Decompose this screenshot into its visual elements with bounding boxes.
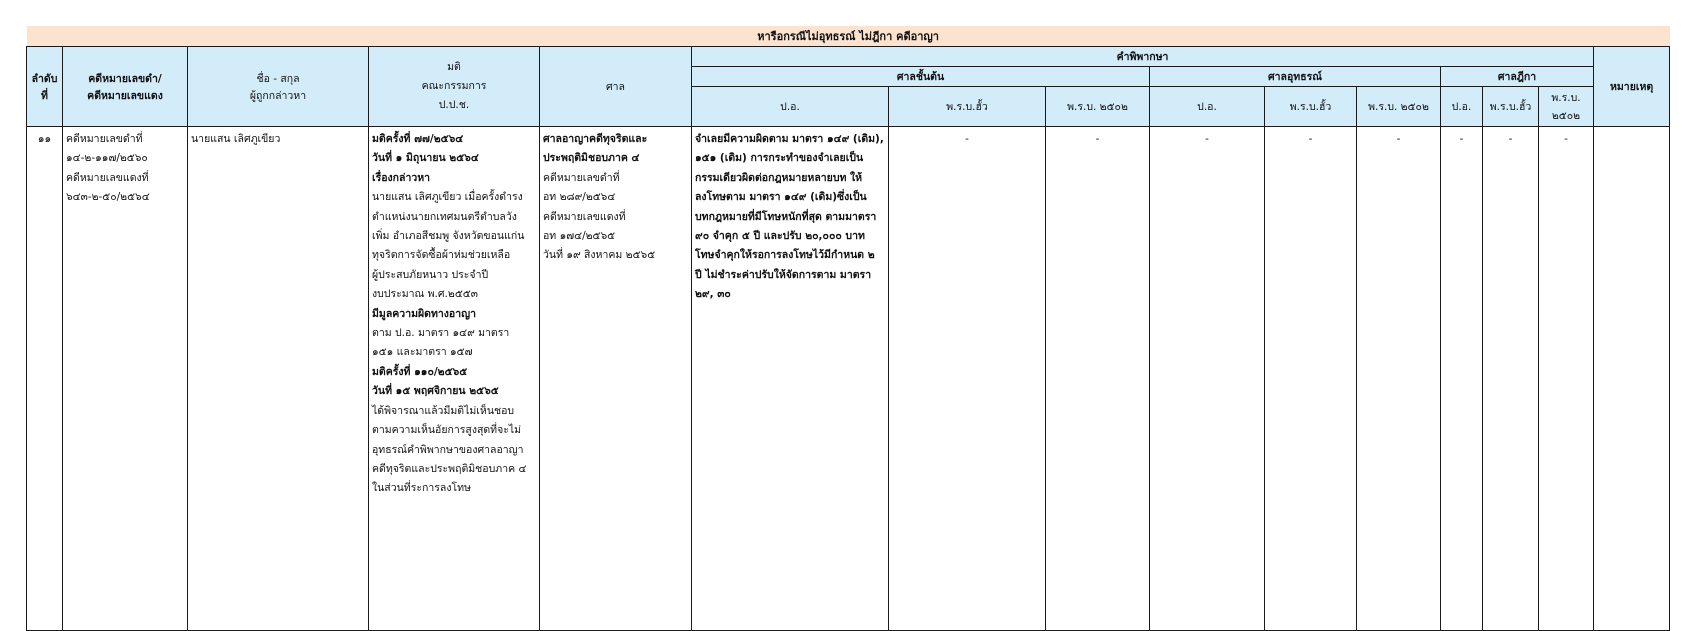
cell-appeal-2502[interactable]: -	[1357, 127, 1441, 631]
header-court-first: ศาลชั้นต้น	[692, 67, 1150, 87]
cell-supreme-criminal[interactable]: -	[1441, 127, 1483, 631]
cell-line: ประพฤติมิชอบภาค ๔	[543, 152, 640, 165]
cell-line: วันที่ ๑๙ สิงหาคม ๒๕๖๕	[543, 249, 656, 262]
cell-line: ๙๐ จำคุก ๕ ปี และปรับ ๒๐,๐๐๐ บาท	[695, 230, 865, 243]
cell-line: เพิ่ม อำเภอสีชมพู จังหวัดขอนแก่น	[372, 230, 525, 243]
cell-line: ๑๕๑ และมาตรา ๑๕๗	[372, 346, 473, 359]
cell-no[interactable]: ๑๑	[27, 127, 63, 631]
case-table	[26, 26, 1670, 631]
cell-first-2502[interactable]: -	[1046, 127, 1150, 631]
cell-line: คดีทุจริตและประพฤติมิชอบภาค ๔	[372, 462, 527, 475]
header-remark: หมายเหตุ	[1594, 47, 1670, 127]
cell-appeal-hua[interactable]: -	[1265, 127, 1357, 631]
cell-line: ตำแหน่งนายกเทศมนตรีตำบลวัง	[372, 210, 517, 223]
cell-first-criminal[interactable]	[692, 127, 889, 631]
cell-line: วันที่ ๑๕ พฤศจิกายน ๒๕๖๕	[372, 385, 499, 398]
cell-line: งบประมาณ พ.ศ.๒๕๕๓	[372, 288, 478, 301]
cell-line: ลงโทษตาม มาตรา ๑๔๙ (เดิม)ซึ่งเป็น	[695, 191, 867, 204]
header-first-2502: พ.ร.บ. ๒๕๐๒	[1046, 87, 1150, 127]
header-appeal-2502: พ.ร.บ. ๒๕๐๒	[1357, 87, 1441, 127]
header-court: ศาล	[540, 47, 692, 127]
header-court-appeal: ศาลอุทธรณ์	[1150, 67, 1441, 87]
cell-line: บทกฎหมายที่มีโทษหนักที่สุด ตามมาตรา	[695, 210, 877, 223]
cell-line: วันที่ ๑ มิถุนายน ๒๕๖๔	[372, 152, 479, 165]
cell-line: ปี ไม่ชำระค่าปรับให้จัดการตาม มาตรา	[695, 268, 872, 281]
header-no: ลำดับ ที่	[27, 47, 63, 127]
header-judgment: คำพิพากษา	[692, 47, 1594, 67]
cell-court[interactable]	[540, 127, 692, 631]
cell-name[interactable]: นายแสน เลิศภูเขียว	[188, 127, 369, 631]
cell-appeal-criminal[interactable]: -	[1150, 127, 1265, 631]
cell-supreme-hua[interactable]: -	[1483, 127, 1539, 631]
cell-line: ๑๕๑ (เดิม) การกระทำของจำเลยเป็น	[695, 152, 864, 165]
cell-first-hua[interactable]: -	[889, 127, 1046, 631]
cell-line: ศาลอาญาคดีทุจริตและ	[543, 133, 648, 145]
cell-line: อท ๑๗๔/๒๕๖๕	[543, 230, 616, 243]
cell-line: กรรมเดียวผิดต่อกฎหมายหลายบท ให้	[695, 171, 863, 184]
header-court-supreme: ศาลฎีกา	[1441, 67, 1594, 87]
header-appeal-criminal: ป.อ.	[1150, 87, 1265, 127]
header-supreme-2502: พ.ร.บ. ๒๕๐๒	[1539, 87, 1594, 127]
cell-line: คดีหมายเลขดำที่	[543, 171, 620, 184]
cell-line: อท ๒๘๙/๒๕๖๔	[543, 191, 616, 204]
cell-line: อุทธรณ์คำพิพากษาของศาลอาญา	[372, 443, 524, 456]
cell-line: เรื่องกล่าวหา	[372, 171, 431, 184]
header-case-no: คดีหมายเลขดำ/ คดีหมายเลขแดง	[63, 47, 188, 127]
cell-supreme-2502[interactable]: -	[1539, 127, 1594, 631]
header-supreme-criminal: ป.อ.	[1441, 87, 1483, 127]
header-resolution: มติ คณะกรรมการ ป.ป.ช.	[369, 47, 540, 127]
cell-line: โทษจำคุกให้รอการลงโทษไว้มีกำหนด ๒	[695, 249, 875, 262]
cell-line: ทุจริตการจัดซื้อผ้าห่มช่วยเหลือ	[372, 249, 511, 262]
cell-line: จำเลยมีความผิดตาม มาตรา ๑๔๙ (เดิม),	[695, 133, 884, 145]
header-appeal-hua: พ.ร.บ.ฮั้ว	[1265, 87, 1357, 127]
header-first-hua: พ.ร.บ.ฮั้ว	[889, 87, 1046, 127]
header-supreme-hua: พ.ร.บ.ฮั้ว	[1483, 87, 1539, 127]
cell-line: ตาม ป.อ. มาตรา ๑๔๙ มาตรา	[372, 327, 510, 340]
cell-line: นายแสน เลิศภูเขียว เมื่อครั้งดำรง	[372, 191, 523, 204]
cell-line: ผู้ประสบภัยหนาว ประจำปี	[372, 268, 489, 281]
cell-line: ตามความเห็นอัยการสูงสุดที่จะไม่	[372, 424, 522, 437]
cell-line: ได้พิจารณาแล้วมีมติไม่เห็นชอบ	[372, 404, 515, 417]
table-title: หารือกรณีไม่อุทธรณ์ ไม่ฎีกา คดีอาญา	[27, 26, 1670, 47]
cell-line: มติครั้งที่ ๗๗/๒๕๖๔	[372, 133, 464, 145]
cell-resolution[interactable]	[369, 127, 540, 631]
cell-case-no[interactable]: คดีหมายเลขดำที่ ๑๔-๒-๑๑๗/๒๕๖๐ คดีหมายเลขแดงที่ ๖๔๓-๒-๕๐/๒๕๖๔	[63, 127, 188, 631]
cell-line: คดีหมายเลขแดงที่	[543, 210, 626, 223]
header-name: ชื่อ - สกุล ผู้ถูกกล่าวหา	[188, 47, 369, 127]
header-first-criminal: ป.อ.	[692, 87, 889, 127]
cell-line: มติครั้งที่ ๑๑๐/๒๕๖๕	[372, 365, 468, 378]
cell-line: ในส่วนที่ระการลงโทษ	[372, 482, 471, 495]
cell-line: มีมูลความผิดทางอาญา	[372, 307, 476, 320]
table-row	[27, 127, 1670, 631]
spreadsheet	[26, 26, 1669, 631]
cell-remark[interactable]	[1594, 127, 1670, 631]
cell-line: ๒๙, ๓๐	[695, 288, 731, 301]
